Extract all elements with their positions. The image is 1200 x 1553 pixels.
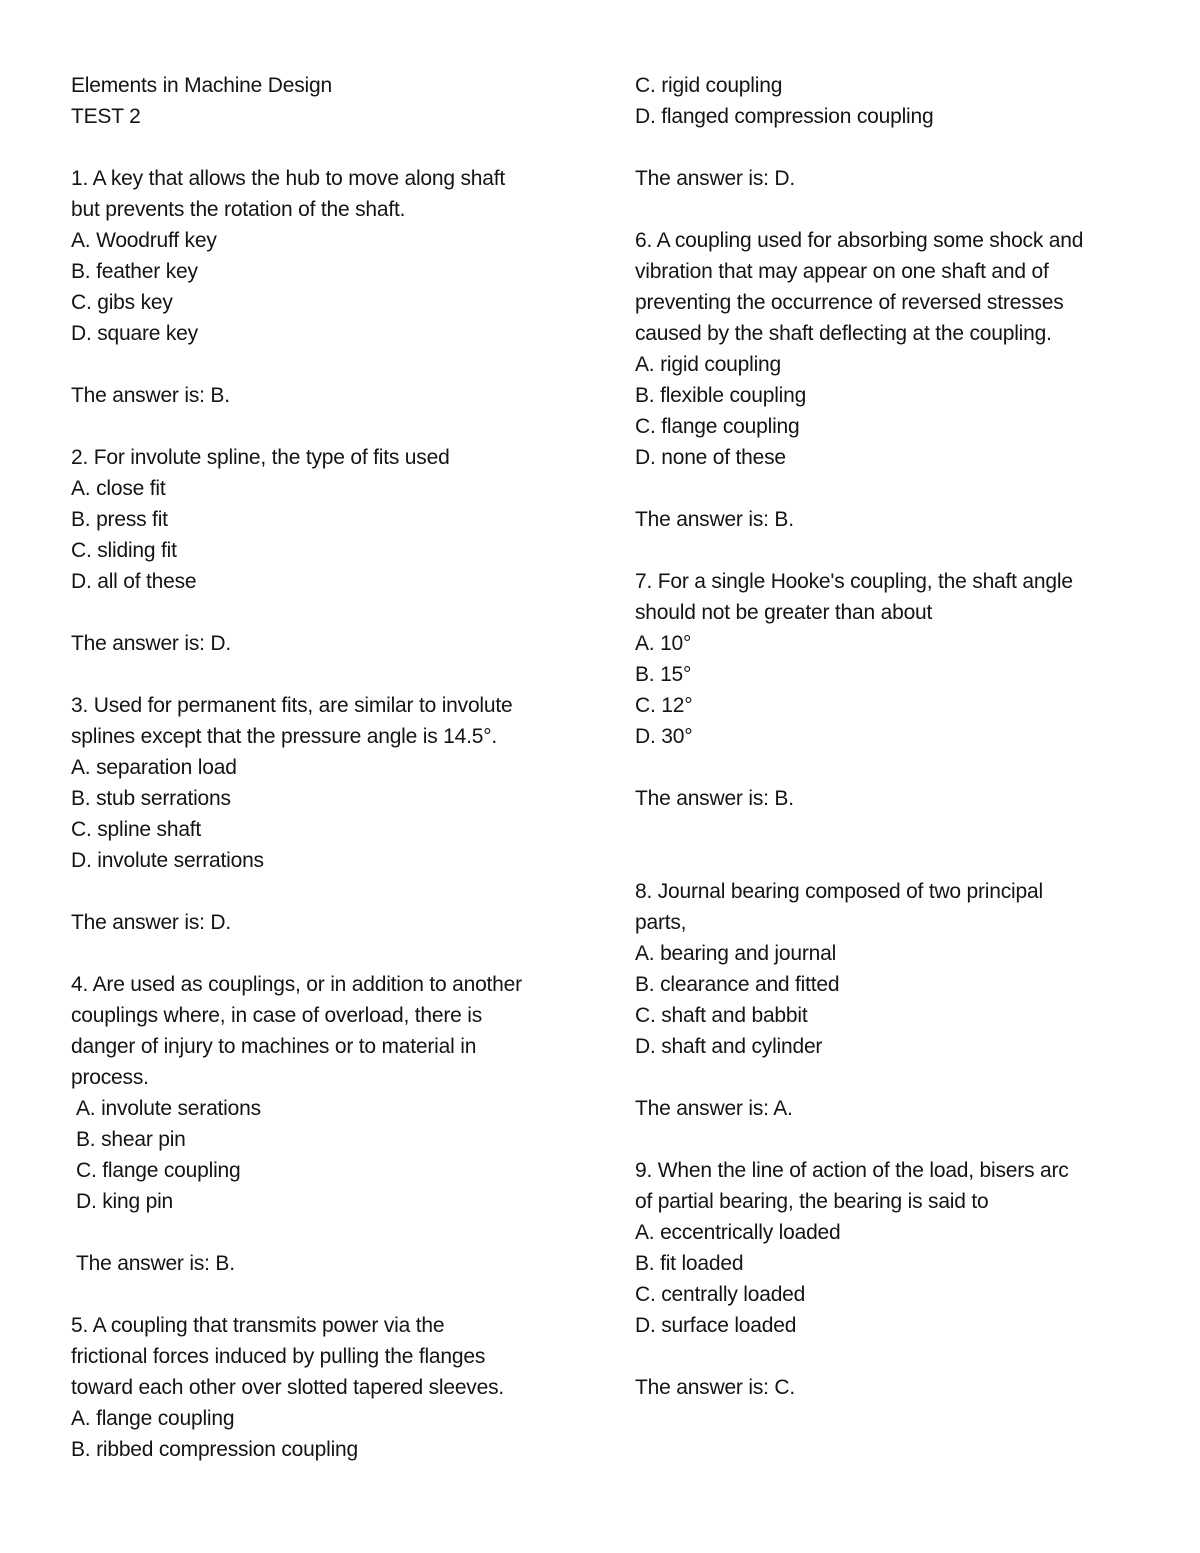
question-9-option-d: D. surface loaded (635, 1314, 797, 1337)
question-4 (71, 969, 591, 1279)
question-4-stem-cont-3: process. (71, 1066, 149, 1089)
question-6-answer: The answer is: B. (635, 508, 794, 531)
question-4-answer: The answer is: B. (76, 1252, 235, 1275)
question-9-option-b: B. fit loaded (635, 1252, 744, 1275)
right-column (635, 70, 1175, 1403)
question-5-option-b: B. ribbed compression coupling (71, 1438, 358, 1461)
question-8-stem-cont: parts, (635, 911, 687, 934)
question-3-option-c: C. spline shaft (71, 818, 202, 841)
question-9-answer: The answer is: C. (635, 1376, 795, 1399)
question-4-option-b: B. shear pin (76, 1128, 186, 1151)
question-3 (71, 690, 591, 938)
question-6-option-c: C. flange coupling (635, 415, 800, 438)
question-9-option-c: C. centrally loaded (635, 1283, 806, 1306)
question-2 (71, 442, 591, 659)
question-1 (71, 163, 591, 411)
question-7-option-b: B. 15° (635, 663, 692, 686)
question-9-stem: 9. When the line of action of the load, bisers arc (635, 1159, 1069, 1182)
question-7-option-d: D. 30° (635, 725, 693, 748)
document-title: Elements in Machine Design (71, 74, 332, 97)
question-4-option-d: D. king pin (76, 1190, 174, 1213)
question-5-stem: 5. A coupling that transmits power via the (71, 1314, 445, 1337)
question-5-stem-cont-2: toward each other over slotted tapered sleeves. (71, 1376, 505, 1399)
question-1-answer: The answer is: B. (71, 384, 230, 407)
question-4-option-a: A. involute serations (76, 1097, 261, 1120)
question-7-option-a: A. 10° (635, 632, 692, 655)
question-1-stem: 1. A key that allows the hub to move along shaft (71, 167, 506, 190)
question-7-answer: The answer is: B. (635, 787, 794, 810)
question-8-option-a: A. bearing and journal (635, 942, 837, 965)
left-column (71, 70, 591, 1465)
question-8-option-d: D. shaft and cylinder (635, 1035, 823, 1058)
question-8-option-b: B. clearance and fitted (635, 973, 840, 996)
question-4-stem-cont-2: danger of injury to machines or to material in (71, 1035, 477, 1058)
question-5-option-c: C. rigid coupling (635, 74, 783, 97)
question-8 (635, 876, 1175, 1124)
question-8-answer: The answer is: A. (635, 1097, 793, 1120)
question-4-stem-cont-1: couplings where, in case of overload, there is (71, 1004, 483, 1027)
question-3-option-a: A. separation load (71, 756, 237, 779)
question-3-option-b: B. stub serrations (71, 787, 231, 810)
question-5 (71, 1310, 591, 1465)
question-1-stem-cont: but prevents the rotation of the shaft. (71, 198, 406, 221)
question-6-stem-cont-1: vibration that may appear on one shaft and of (635, 260, 1049, 283)
question-5-option-a: A. flange coupling (71, 1407, 235, 1430)
question-1-option-c: C. gibs key (71, 291, 173, 314)
question-6-option-a: A. rigid coupling (635, 353, 782, 376)
question-3-stem-cont: splines except that the pressure angle is 14.5°. (71, 725, 498, 748)
question-7-stem: 7. For a single Hooke's coupling, the shaft angle (635, 570, 1073, 593)
question-3-option-d: D. involute serrations (71, 849, 264, 872)
question-5-stem-cont-1: frictional forces induced by pulling the flanges (71, 1345, 486, 1368)
question-2-stem: 2. For involute spline, the type of fits used (71, 446, 450, 469)
question-5-continued (635, 70, 1175, 194)
question-9-stem-cont: of partial bearing, the bearing is said to (635, 1190, 989, 1213)
question-6 (635, 225, 1175, 535)
question-4-stem: 4. Are used as couplings, or in addition to another (71, 973, 522, 996)
question-3-answer: The answer is: D. (71, 911, 231, 934)
question-8-stem: 8. Journal bearing composed of two principal (635, 880, 1043, 903)
question-7 (635, 566, 1175, 814)
question-6-stem-cont-2: preventing the occurrence of reversed stresses (635, 291, 1064, 314)
test-label: TEST 2 (71, 105, 141, 128)
question-7-stem-cont: should not be greater than about (635, 601, 933, 624)
question-5-answer: The answer is: D. (635, 167, 795, 190)
question-6-option-d: D. none of these (635, 446, 786, 469)
question-1-option-b: B. feather key (71, 260, 198, 283)
question-2-option-c: C. sliding fit (71, 539, 177, 562)
question-4-option-c: C. flange coupling (76, 1159, 241, 1182)
question-2-option-b: B. press fit (71, 508, 168, 531)
question-2-option-a: A. close fit (71, 477, 166, 500)
question-3-stem: 3. Used for permanent fits, are similar to involute (71, 694, 513, 717)
question-6-stem: 6. A coupling used for absorbing some shock and (635, 229, 1084, 252)
question-2-answer: The answer is: D. (71, 632, 231, 655)
question-6-option-b: B. flexible coupling (635, 384, 807, 407)
question-9 (635, 1155, 1175, 1403)
question-1-option-a: A. Woodruff key (71, 229, 217, 252)
question-2-option-d: D. all of these (71, 570, 197, 593)
question-8-option-c: C. shaft and babbit (635, 1004, 808, 1027)
question-9-option-a: A. eccentrically loaded (635, 1221, 841, 1244)
question-5-option-d: D. flanged compression coupling (635, 105, 934, 128)
question-1-option-d: D. square key (71, 322, 198, 345)
question-6-stem-cont-3: caused by the shaft deflecting at the coupling. (635, 322, 1052, 345)
question-7-option-c: C. 12° (635, 694, 693, 717)
